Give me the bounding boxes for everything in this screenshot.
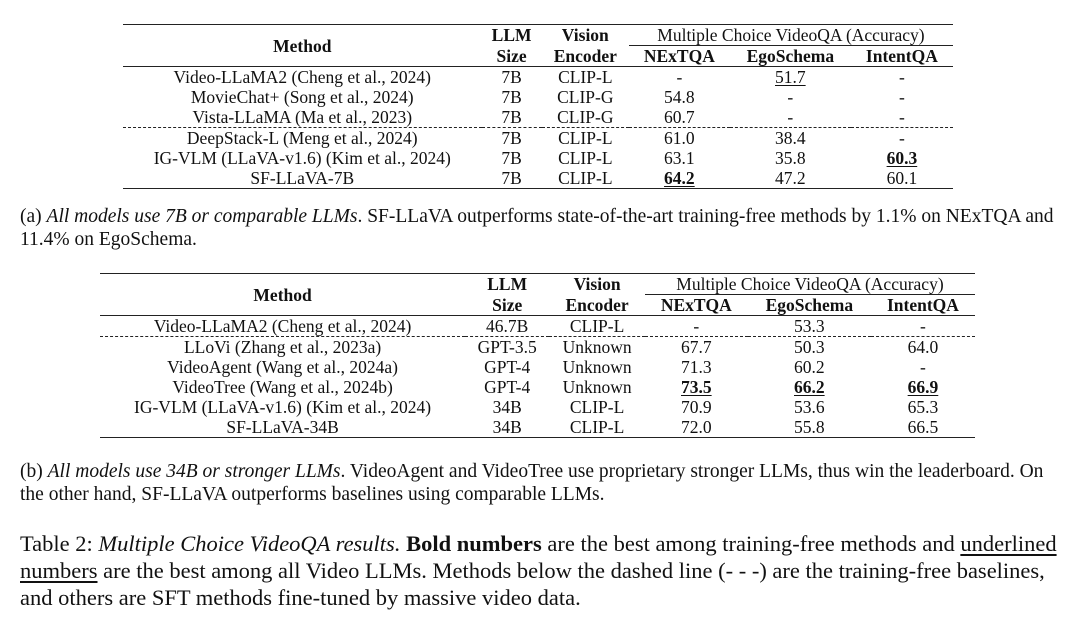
- header-intentqa: IntentQA: [886, 295, 959, 315]
- cell-method: IG-VLM (LLaVA-v1.6) (Kim et al., 2024): [134, 397, 432, 417]
- cell-egoschema: 66.2: [794, 377, 825, 397]
- table-caption: [20, 530, 1065, 611]
- cell-egoschema: 50.3: [748, 337, 871, 358]
- cell-intentqa: 60.3: [886, 148, 918, 168]
- table-row: [123, 128, 953, 149]
- header-egoschema: EgoSchema: [765, 295, 854, 315]
- cell-intentqa: -: [898, 107, 905, 127]
- cell-encoder: Unknown: [549, 337, 645, 358]
- header-group: Multiple Choice VideoQA (Accuracy): [645, 274, 975, 295]
- header-encoder: Encoder: [553, 45, 617, 66]
- cell-size: 34B: [465, 417, 549, 438]
- cell-size: GPT-4: [484, 377, 531, 397]
- header-egoschema: EgoSchema: [746, 46, 835, 66]
- cell-encoder: CLIP-L: [542, 168, 629, 189]
- cell-egoschema: -: [787, 87, 794, 107]
- header-size: Size: [492, 294, 523, 315]
- caption-text-1: are the best among training-free methods and: [541, 531, 961, 556]
- cell-nextqa: 71.3: [681, 357, 712, 377]
- cell-egoschema: 35.8: [775, 148, 806, 168]
- cell-method: VideoAgent (Wang et al., 2024a): [167, 357, 398, 377]
- caption-b: [20, 460, 1065, 506]
- cell-method: Video-LLaMA2 (Cheng et al., 2024): [123, 67, 482, 88]
- cell-size: 7B: [482, 128, 542, 149]
- cell-nextqa: 70.9: [681, 397, 712, 417]
- cell-size: 7B: [501, 87, 522, 107]
- cell-method: VideoTree (Wang et al., 2024b): [172, 377, 393, 397]
- cell-size: GPT-4: [484, 357, 531, 377]
- cell-encoder: Unknown: [562, 357, 632, 377]
- cell-method: LLoVi (Zhang et al., 2023a): [100, 337, 465, 358]
- cell-nextqa: 61.0: [629, 128, 730, 149]
- cell-egoschema: 60.2: [794, 357, 825, 377]
- cell-encoder: CLIP-L: [542, 67, 629, 88]
- cell-nextqa: 72.0: [645, 417, 748, 438]
- cell-encoder: CLIP-L: [542, 128, 629, 149]
- table-a: [123, 24, 953, 189]
- cell-size: 7B: [482, 67, 542, 88]
- cell-size: 7B: [501, 148, 522, 168]
- header-method: Method: [100, 274, 465, 316]
- table-row: [100, 417, 975, 438]
- caption-a-rest: . SF-LLaVA outperforms state-of-the-art training-free methods by 1.1% on NExTQA and 11.4% on EgoSchema.: [20, 206, 1054, 250]
- cell-encoder: Unknown: [562, 377, 632, 397]
- cell-intentqa: -: [871, 316, 975, 337]
- caption-bold: Bold numbers: [406, 531, 542, 556]
- header-group: Multiple Choice VideoQA (Accuracy): [629, 25, 953, 46]
- cell-method: Video-LLaMA2 (Cheng et al., 2024): [100, 316, 465, 337]
- cell-method: SF-LLaVA-7B: [123, 168, 482, 189]
- cell-method: Vista-LLaMA (Ma et al., 2023): [192, 107, 413, 127]
- header-vision: Vision: [542, 25, 629, 46]
- cell-intentqa: -: [851, 67, 953, 88]
- cell-encoder: CLIP-G: [557, 107, 614, 127]
- cell-size: 7B: [501, 107, 522, 127]
- cell-egoschema: 51.7: [775, 67, 806, 87]
- caption-b-rest: . VideoAgent and VideoTree use proprietary stronger LLMs, thus win the leaderboard. On the other hand, SF-LLaVA outperforms baselines using comparable LLMs.: [20, 461, 1044, 505]
- cell-intentqa: 66.5: [871, 417, 975, 438]
- cell-encoder: CLIP-L: [569, 397, 625, 417]
- cell-size: 34B: [492, 397, 522, 417]
- cell-nextqa: 64.2: [664, 168, 695, 188]
- header-llm: LLM: [482, 25, 542, 46]
- table-row: [123, 67, 953, 88]
- caption-a-label: (a): [20, 206, 47, 227]
- caption-italic: Multiple Choice VideoQA results.: [98, 531, 401, 556]
- cell-intentqa: 65.3: [907, 397, 939, 417]
- cell-nextqa: 60.7: [664, 107, 695, 127]
- cell-egoschema: 53.6: [794, 397, 825, 417]
- caption-b-italic: All models use 34B or stronger LLMs: [47, 461, 341, 482]
- cell-egoschema: 38.4: [730, 128, 851, 149]
- cell-nextqa: -: [629, 67, 730, 88]
- table-b: [100, 273, 975, 438]
- table-row: [100, 316, 975, 337]
- cell-encoder: CLIP-L: [549, 316, 645, 337]
- caption-a: [20, 205, 1065, 251]
- cell-egoschema: 55.8: [748, 417, 871, 438]
- caption-label: Table 2:: [20, 531, 99, 556]
- cell-egoschema: -: [787, 107, 794, 127]
- cell-intentqa: -: [851, 128, 953, 149]
- cell-size: GPT-3.5: [465, 337, 549, 358]
- cell-method: MovieChat+ (Song et al., 2024): [190, 87, 414, 107]
- cell-intentqa: -: [920, 357, 926, 377]
- cell-nextqa: -: [645, 316, 748, 337]
- caption-underlined: underlined numbers: [20, 531, 1057, 583]
- cell-encoder: CLIP-L: [549, 417, 645, 438]
- table-row: [123, 168, 953, 189]
- cell-intentqa: 60.1: [851, 168, 953, 189]
- cell-nextqa: 63.1: [664, 148, 695, 168]
- table-row: [123, 87, 953, 107]
- caption-a-italic: All models use 7B or comparable LLMs: [46, 206, 358, 227]
- header-vision: Vision: [549, 274, 645, 295]
- cell-egoschema: 53.3: [748, 316, 871, 337]
- header-nextqa: NExTQA: [660, 295, 732, 315]
- header-llm: LLM: [465, 274, 549, 295]
- cell-method: SF-LLaVA-34B: [100, 417, 465, 438]
- cell-method: DeepStack-L (Meng et al., 2024): [123, 128, 482, 149]
- caption-b-label: (b): [20, 461, 48, 482]
- table-row: [123, 148, 953, 168]
- cell-method: IG-VLM (LLaVA-v1.6) (Kim et al., 2024): [153, 148, 451, 168]
- cell-nextqa: 73.5: [681, 377, 712, 397]
- caption-text-2: are the best among all Video LLMs. Methods below the dashed line (- - -) are the training-free baselines, and others are SFT methods fine-tuned by massive video data.: [20, 558, 1045, 610]
- table-row: [100, 397, 975, 417]
- header-encoder: Encoder: [565, 294, 629, 315]
- cell-nextqa: 54.8: [664, 87, 695, 107]
- table-row: [100, 377, 975, 397]
- cell-intentqa: 66.9: [907, 377, 939, 397]
- table-row: [100, 337, 975, 358]
- cell-encoder: CLIP-G: [557, 87, 614, 107]
- cell-egoschema: 47.2: [730, 168, 851, 189]
- cell-intentqa: 64.0: [871, 337, 975, 358]
- header-intentqa: IntentQA: [865, 46, 938, 66]
- cell-size: 7B: [482, 168, 542, 189]
- cell-encoder: CLIP-L: [558, 148, 613, 168]
- header-nextqa: NExTQA: [643, 46, 715, 66]
- table-row: [123, 107, 953, 128]
- cell-nextqa: 67.7: [645, 337, 748, 358]
- header-method: Method: [123, 25, 482, 67]
- table-row: [100, 357, 975, 377]
- header-size: Size: [496, 45, 527, 66]
- cell-size: 46.7B: [465, 316, 549, 337]
- cell-intentqa: -: [898, 87, 905, 107]
